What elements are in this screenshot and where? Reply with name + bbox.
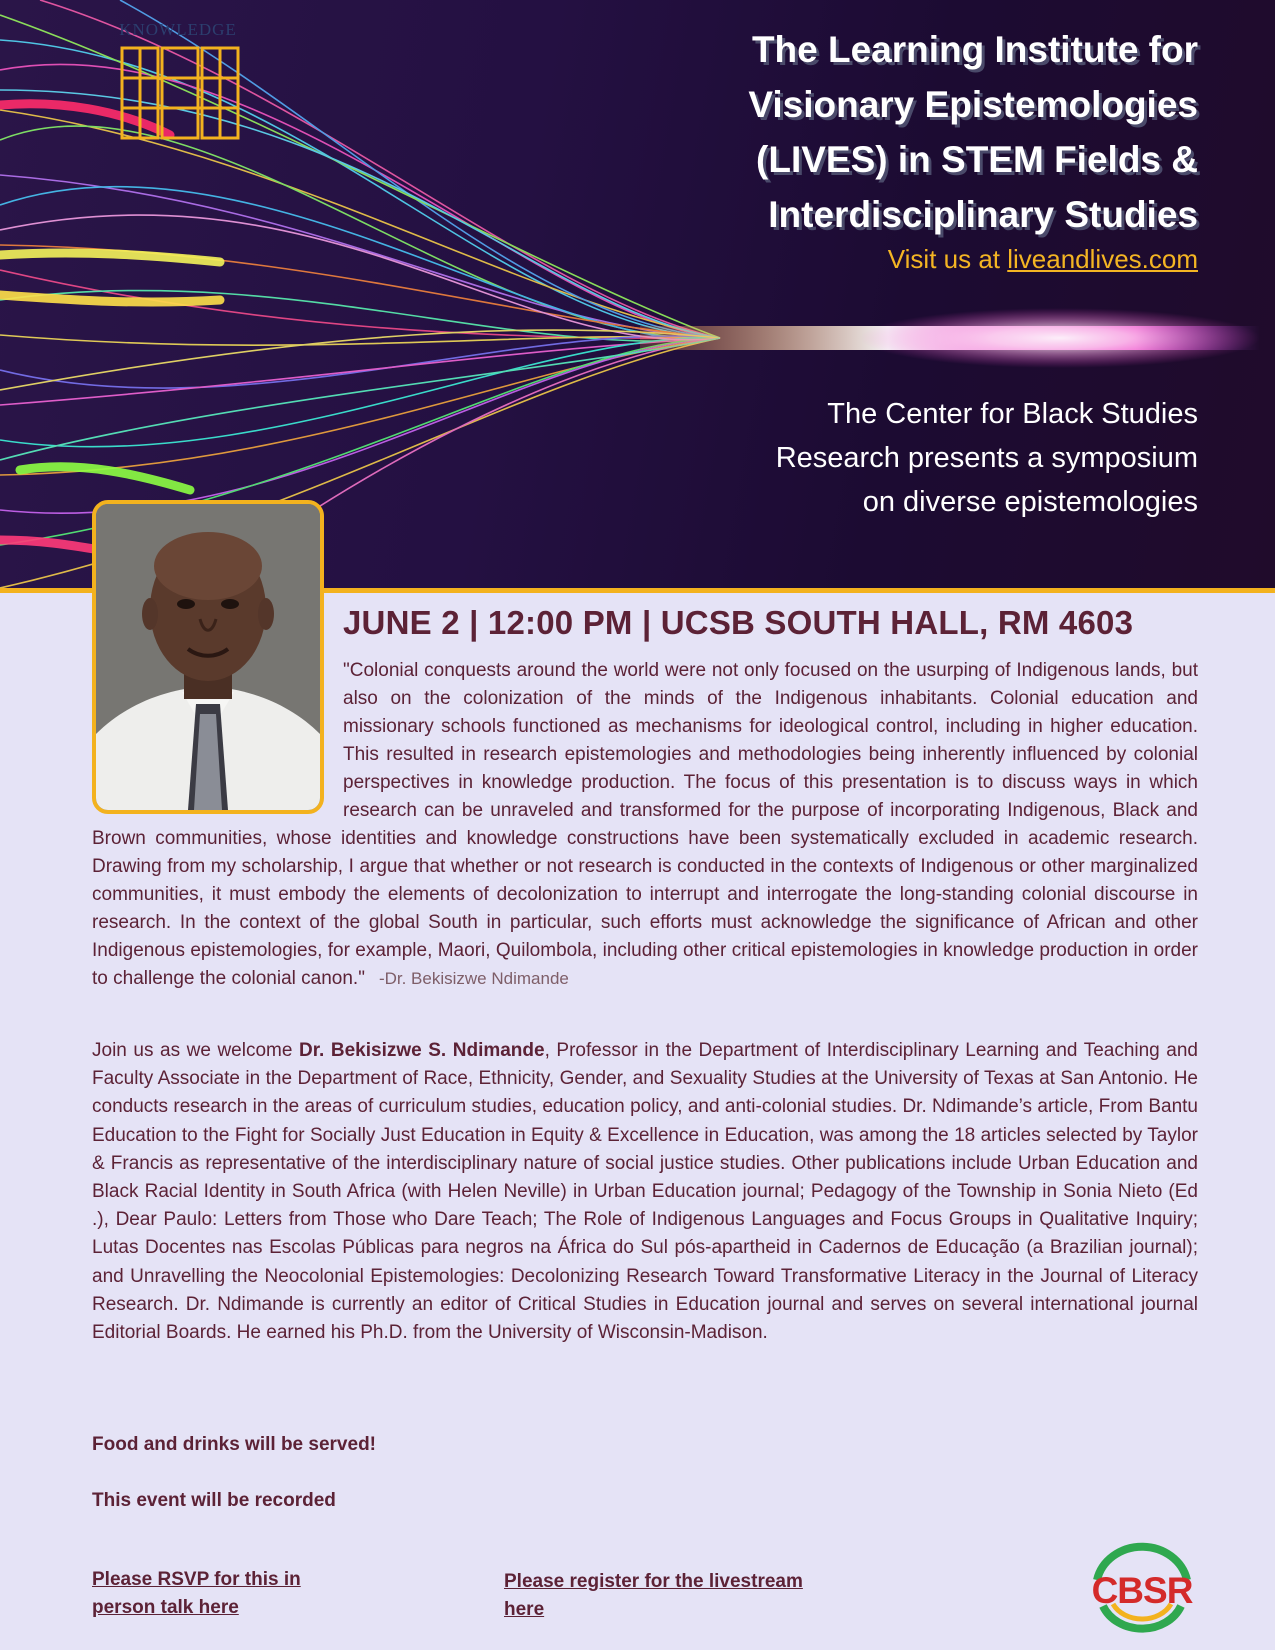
website-link[interactable]: liveandlives.com xyxy=(1007,244,1198,274)
rsvp-link-line[interactable]: Please RSVP for this in xyxy=(92,1569,301,1590)
page-title xyxy=(438,22,1198,242)
presents-line: on diverse epistemologies xyxy=(862,486,1198,518)
visit-prefix: Visit us at xyxy=(887,244,1008,274)
presents-subtitle xyxy=(638,392,1198,524)
title-line: Visionary Epistemologies xyxy=(748,84,1198,125)
speaker-name: Dr. Bekisizwe S. Ndimande xyxy=(298,1040,545,1061)
livestream-register-link[interactable] xyxy=(504,1568,803,1624)
cbsr-logo-text: CBSR xyxy=(1091,1570,1193,1611)
presents-line: The Center for Black Studies xyxy=(827,398,1198,430)
livestream-link-line[interactable]: Please register for the livestream xyxy=(504,1571,803,1592)
cbsr-logo xyxy=(1083,1540,1201,1640)
presents-line: Research presents a symposium xyxy=(775,442,1198,474)
cbsr-logo-icon xyxy=(1083,1540,1201,1640)
logo-wordmark: KNOWLEDGE xyxy=(119,20,237,39)
title-line: (LIVES) in STEM Fields & xyxy=(756,139,1198,180)
quote-text: "Colonial conquests around the world were not only focused on the usurping of Indigenous lands, but also on the colonization of the minds of the Indigenous inhabitants. Colonial education and missionary schools functioned as mechanisms for ideological control, including in higher education. This resulted in research epistemologies and methodologies being inherently influenced by colonial perspectives in knowledge production. The focus of this presentation is to discuss ways in which research can be unraveled and transformed for the purpose of incorporating Indigenous, Black and Brown communities, whose identities and knowledge constructions have been systematically excluded in academic research. Drawing from my scholarship, I argue that whether or not research is conducted in the contexts of Indigenous or other marginalized communities, it must embody the elements of decolonization to interrupt and interrogate the long-standing colonial discourse in research. In the context of the global South in particular, such efforts must acknowledge the significance of African and other Indigenous epistemologies, for example, Maori, Quilombola, including other critical epistemologies in knowledge production in order to challenge the colonial canon." xyxy=(92,660,1198,989)
photo-wrap-space xyxy=(92,657,343,807)
quote-attribution: -Dr. Bekisizwe Ndimande xyxy=(378,969,569,988)
recorded-note: This event will be recorded xyxy=(92,1490,336,1511)
food-note: Food and drinks will be served! xyxy=(92,1434,376,1455)
title-line: The Learning Institute for xyxy=(751,29,1198,70)
bio-text: , Professor in the Department of Interdisciplinary Learning and Teaching and Faculty Associate in the Department of Race, Ethnicity, Gender, and Sexuality Studies at the University of Texas at San Antonio. He conducts research in the areas of curriculum studies, education policy, and anti-colonial studies. Dr. Ndimande’s article, From Bantu Education to the Fight for Socially Just Education in Equity & Excellence in Education, was among the 18 articles selected by Taylor & Francis as representative of the interdisciplinary nature of social justice studies. Other publications include Urban Education and Black Racial Identity in South Africa (with Helen Neville) in Urban Education journal; Pedagogy of the Township in Sonia Nieto (Ed .), Dear Paulo: Letters from Those who Dare Teach; The Role of Indigenous Languages and Focus Groups in Qualitative Inquiry; Lutas Docentes nas Escolas Públicas para negros na África do Sul pós-apartheid in Cadernos de Educação (a Brazilian journal); and Unravelling the Neocolonial Epistemologies: Decolonizing Research Toward Transformative Literacy in the Journal of Literacy Research. Dr. Ndimande is currently an editor of Critical Studies in Education journal and serves on several international journal Editorial Boards. He earned his Ph.D. from the University of Wisconsin-Madison. xyxy=(92,1040,1198,1344)
event-details: JUNE 2 | 12:00 PM | UCSB SOUTH HALL, RM 4603 xyxy=(343,604,1134,641)
livestream-link-line[interactable]: here xyxy=(504,1599,545,1620)
knowledge-logo-icon xyxy=(88,18,268,158)
rsvp-link[interactable] xyxy=(92,1566,301,1622)
bio-intro: Join us as we welcome xyxy=(92,1040,299,1061)
rsvp-link-line[interactable]: person talk here xyxy=(92,1597,239,1618)
visit-line xyxy=(888,244,1198,275)
knowledge-logo xyxy=(88,18,268,158)
title-line: Interdisciplinary Studies xyxy=(768,194,1198,235)
speaker-quote xyxy=(92,657,1198,993)
speaker-bio xyxy=(92,1037,1198,1347)
